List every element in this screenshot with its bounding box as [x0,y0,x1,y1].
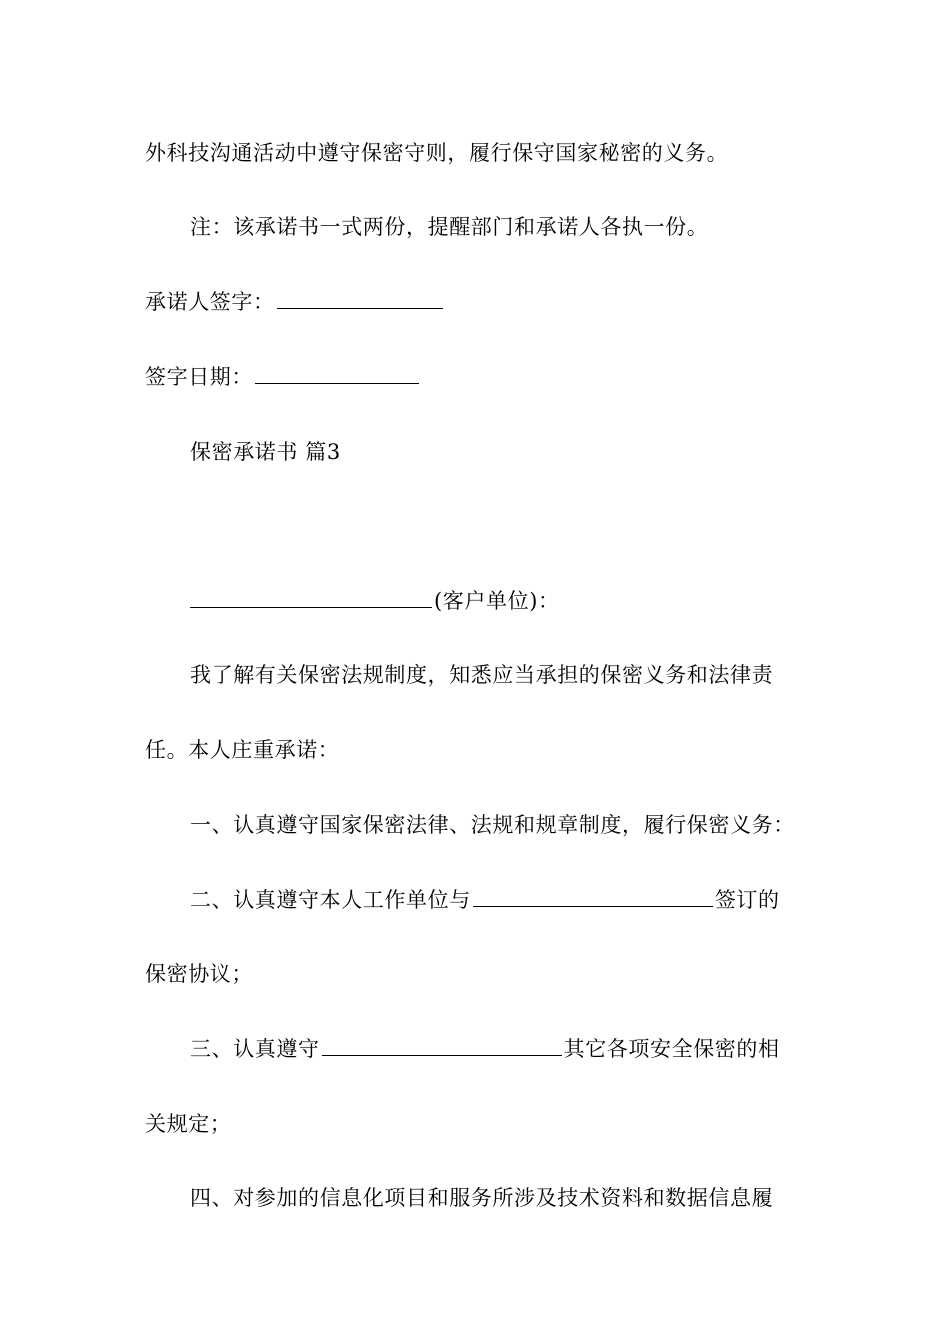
client-unit-line [190,588,560,614]
fill-blank [322,1036,562,1056]
paragraph-line: 任。本人庄重承诺： [145,738,340,762]
date-line [145,364,421,390]
signature-blank [277,289,443,309]
list-item [190,1036,780,1062]
list-item-text: 三、认真遵守 [190,1037,320,1061]
list-item-text: 二、认真遵守本人工作单位与 [190,888,471,912]
paragraph-line: 保密协议； [145,962,253,986]
date-label: 签字日期： [145,365,253,389]
list-item [190,887,780,913]
section-title: 保密承诺书 篇3 [190,440,341,464]
paragraph-line: 关规定； [145,1112,232,1136]
list-item: 四、对参加的信息化项目和服务所涉及技术资料和数据信息履 [190,1186,774,1210]
list-item-text: 签订的 [714,888,780,912]
paragraph-line: 外科技沟通活动中遵守保密守则，履行保守国家秘密的义务。 [145,141,729,165]
client-unit-label: (客户单位)： [434,589,560,613]
date-blank [255,364,419,384]
list-item-text: 其它各项安全保密的相 [563,1037,780,1061]
note-line: 注：该承诺书一式两份，提醒部门和承诺人各执一份。 [190,215,709,239]
client-unit-blank [190,588,432,608]
list-item: 一、认真遵守国家保密法律、法规和规章制度，履行保密义务： [190,813,795,837]
paragraph-line: 我了解有关保密法规制度，知悉应当承担的保密义务和法律责 [190,663,774,687]
signature-line [145,289,445,315]
fill-blank [473,887,713,907]
signature-label: 承诺人签字： [145,290,275,314]
